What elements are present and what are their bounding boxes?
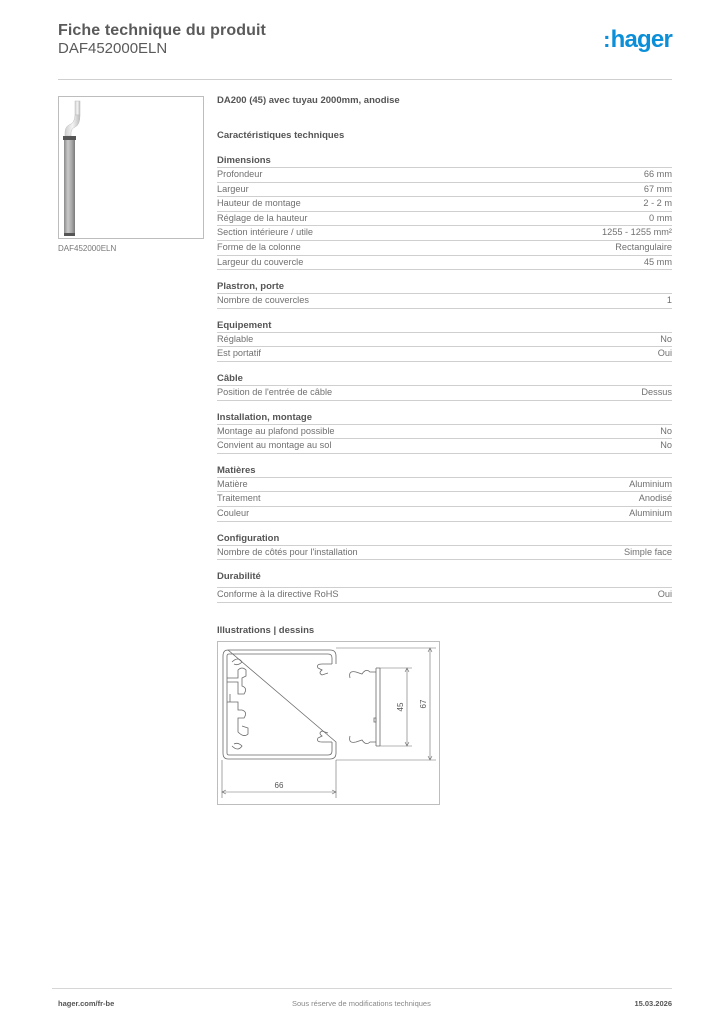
- spec-label: Largeur: [217, 183, 249, 194]
- product-description: DA200 (45) avec tuyau 2000mm, anodise: [217, 95, 400, 106]
- spec-label: Forme de la colonne: [217, 241, 301, 252]
- spec-row: [217, 333, 672, 348]
- thumbnail-caption: DAF452000ELN: [58, 244, 117, 253]
- header-divider: [58, 79, 672, 80]
- width-dimension-label: 66: [274, 781, 284, 790]
- spec-label: Réglable: [217, 333, 254, 344]
- section-cable: [217, 372, 672, 401]
- spec-label: Nombre de côtés pour l'installation: [217, 546, 358, 557]
- section-configuration: [217, 532, 672, 561]
- spec-value: Aluminium: [629, 478, 672, 489]
- spec-row: [217, 386, 672, 401]
- spec-value: 0 mm: [649, 212, 672, 223]
- spec-value: Dessus: [641, 386, 672, 397]
- product-column-image: [59, 97, 205, 240]
- logo-text: hager: [610, 26, 672, 53]
- spec-value: 67 mm: [643, 183, 672, 194]
- cover-dimension-label: 45: [396, 702, 405, 712]
- section-title: Matières: [217, 464, 672, 478]
- spec-value: 45 mm: [643, 256, 672, 267]
- spec-label: Matière: [217, 478, 248, 489]
- technical-characteristics-heading: Caractéristiques techniques: [217, 130, 345, 141]
- spec-label: Hauteur de montage: [217, 198, 301, 209]
- spec-row: [217, 241, 672, 256]
- section-title: Installation, montage: [217, 411, 672, 425]
- spec-value: 66 mm: [643, 169, 672, 179]
- spec-value: 1255 - 1255 mm²: [602, 227, 672, 238]
- spec-value: No: [660, 333, 672, 344]
- spec-value: Simple face: [623, 546, 672, 557]
- page-footer: [58, 999, 672, 1009]
- technical-drawing: [217, 641, 440, 805]
- spec-value: Anodisé: [638, 493, 672, 504]
- logo-colon: :: [603, 27, 610, 52]
- spec-value: No: [660, 425, 672, 436]
- spec-row: [217, 546, 672, 561]
- spec-label: Est portatif: [217, 348, 261, 359]
- spec-value: No: [660, 440, 672, 451]
- spec-value: 2 - 2 m: [643, 198, 672, 209]
- footer-disclaimer: Sous réserve de modifications techniques: [292, 999, 431, 1008]
- product-thumbnail: [58, 96, 204, 239]
- spec-label: Nombre de couvercles: [217, 295, 309, 306]
- spec-row: [217, 294, 672, 309]
- product-specifications: [217, 94, 672, 638]
- spec-row: [217, 492, 672, 507]
- spec-label: Couleur: [217, 507, 250, 518]
- section-durabilite: [217, 570, 672, 603]
- spec-value: Rectangulaire: [615, 241, 672, 252]
- section-dimensions: [217, 154, 672, 270]
- section-plastron-porte: [217, 280, 672, 309]
- spec-value: Oui: [657, 348, 672, 359]
- section-matieres: [217, 464, 672, 522]
- spec-label: Largeur du couvercle: [217, 256, 304, 267]
- spec-label: Profondeur: [217, 169, 263, 179]
- spec-row: [217, 256, 672, 271]
- spec-label: Montage au plafond possible: [217, 425, 335, 436]
- section-title: Dimensions: [217, 154, 672, 168]
- footer-website-link[interactable]: hager.com/fr-be: [58, 999, 115, 1008]
- spec-label: Position de l'entrée de câble: [217, 386, 333, 397]
- page-header: [58, 22, 672, 74]
- height-dimension-label: 67: [419, 699, 428, 709]
- spec-row: [217, 197, 672, 212]
- spec-row: [217, 588, 672, 603]
- spec-row: [217, 347, 672, 362]
- section-installation-montage: [217, 411, 672, 454]
- spec-label: Conforme à la directive RoHS: [217, 589, 339, 600]
- spec-row: [217, 168, 672, 183]
- section-title: Durabilité: [217, 570, 672, 588]
- spec-label: Réglage de la hauteur: [217, 212, 308, 223]
- spec-row: [217, 439, 672, 454]
- spec-label: Convient au montage au sol: [217, 440, 332, 451]
- spec-value: 1: [666, 295, 672, 306]
- spec-row: [217, 212, 672, 227]
- hager-logo: [603, 26, 672, 54]
- spec-row: [217, 226, 672, 241]
- section-title: Plastron, porte: [217, 280, 672, 294]
- spec-row: [217, 478, 672, 493]
- spec-label: Section intérieure / utile: [217, 227, 314, 238]
- spec-value: Oui: [657, 589, 672, 600]
- profile-cross-section-drawing: [218, 642, 441, 806]
- footer-divider: [52, 988, 672, 989]
- spec-row: [217, 183, 672, 198]
- spec-row: [217, 425, 672, 440]
- spec-row: [217, 507, 672, 522]
- section-equipement: [217, 319, 672, 362]
- section-title: Configuration: [217, 532, 672, 546]
- product-code: DAF452000ELN: [58, 40, 168, 57]
- document-title: Fiche technique du produit: [58, 22, 266, 39]
- footer-date: 15.03.2026: [634, 999, 672, 1008]
- spec-value: Aluminium: [629, 507, 672, 518]
- section-title: Câble: [217, 372, 672, 386]
- illustrations-heading: Illustrations | dessins: [217, 624, 315, 636]
- section-title: Equipement: [217, 319, 672, 333]
- spec-label: Traitement: [217, 493, 261, 504]
